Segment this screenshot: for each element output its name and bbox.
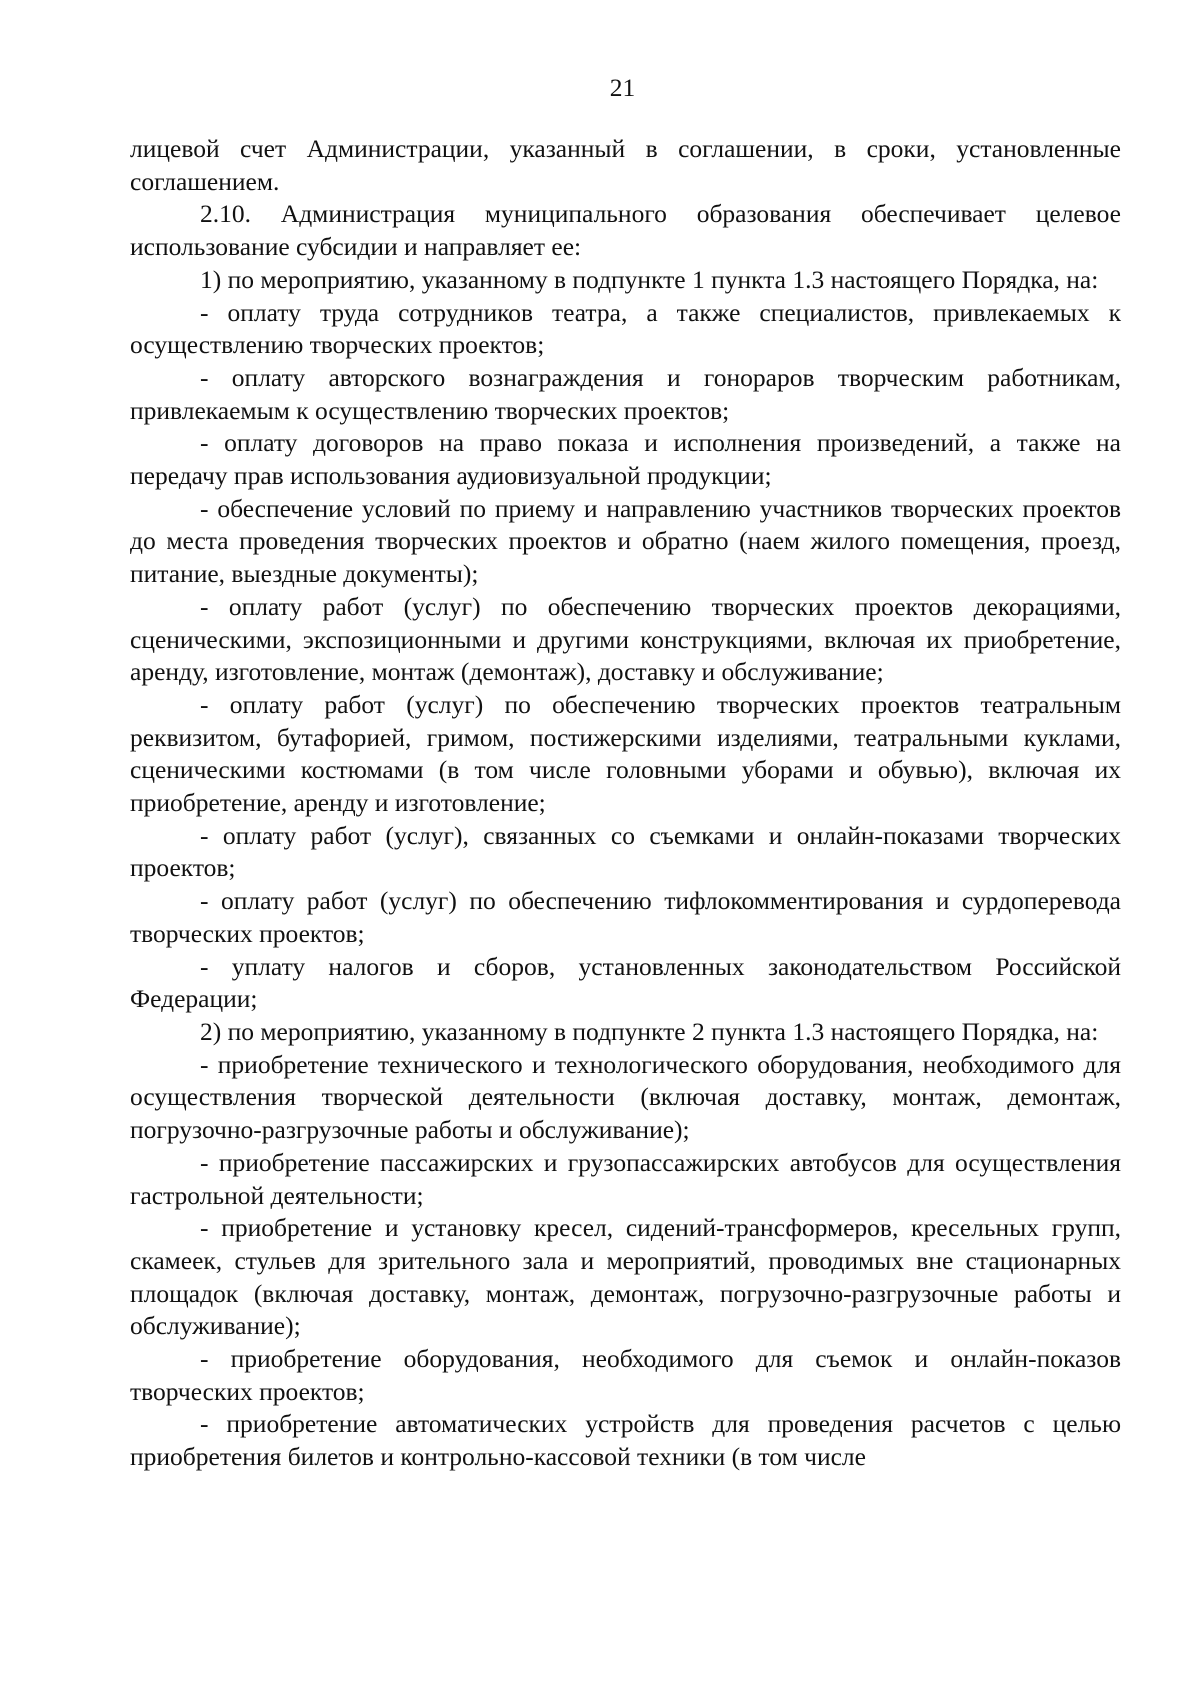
paragraph: 1) по мероприятию, указанному в подпункте 1 пункта 1.3 настоящего Порядка, на: (200, 264, 1099, 294)
paragraph: - обеспечение условий по приему и направлению участников творческих проектов до места проведения творческих проектов и обратно (наем жилого помещения, проезд, питание, выездные документы); (130, 493, 1121, 589)
paragraph: - оплату авторского вознаграждения и гонораров творческим работникам, привлекаемым к осуществлению творческих проектов; (130, 362, 1121, 425)
paragraph: - оплату работ (услуг) по обеспечению творческих проектов театральным реквизитом, бутафорией, гримом, постижерскими изделиями, театральными куклами, сценическими костюмами (в том числе головными уборами и обувью), включая их приобретение, аренду и изготовление; (130, 689, 1121, 818)
paragraph: - оплату работ (услуг), связанных со съемками и онлайн-показами творческих проектов; (130, 820, 1121, 883)
paragraph: - приобретение технического и технологического оборудования, необходимого для осуществления творческой деятельности (включая доставку, монтаж, демонтаж, погрузочно-разгрузочные работы и обслуживание); (130, 1049, 1121, 1145)
paragraph: - приобретение и установку кресел, сидений-трансформеров, кресельных групп, скамеек, стульев для зрительного зала и мероприятий, проводимых вне стационарных площадок (включая доставку, монтаж, демонтаж, погрузочно-разгрузочные работы и обслуживание); (130, 1213, 1121, 1341)
paragraph: - оплату договоров на право показа и исполнения произведений, а также на передачу прав использования аудиовизуальной продукции; (130, 428, 1121, 491)
paragraph: - оплату работ (услуг) по обеспечению тифлокомментирования и сурдоперевода творческих проектов; (130, 886, 1121, 948)
page-number: 21 (609, 73, 636, 102)
paragraph: - приобретение оборудования, необходимого для съемок и онлайн-показов творческих проектов; (130, 1344, 1121, 1406)
paragraph: 2) по мероприятию, указанному в подпункте 2 пункта 1.3 настоящего Порядка, на: (200, 1016, 1099, 1046)
paragraph: - приобретение автоматических устройств для проведения расчетов с целью приобретения билетов и контрольно-кассовой техники (в том числе (130, 1409, 1121, 1472)
paragraph: - оплату труда сотрудников театра, а также специалистов, привлекаемых к осуществлению творческих проектов; (130, 297, 1121, 360)
paragraph: 2.10. Администрация муниципального образования обеспечивает целевое использование субсидии и направляет ее: (130, 199, 1121, 262)
paragraph: - уплату налогов и сборов, установленных законодательством Российской Федерации; (130, 951, 1121, 1014)
document-body (130, 133, 1121, 1474)
paragraph: - приобретение пассажирских и грузопассажирских автобусов для осуществления гастрольной деятельности; (130, 1147, 1121, 1210)
paragraph: лицевой счет Администрации, указанный в соглашении, в сроки, установленные соглашением. (130, 134, 1121, 196)
paragraph: - оплату работ (услуг) по обеспечению творческих проектов декорациями, сценическими, экспозиционными и другими конструкциями, включая их приобретение, аренду, изготовление, монтаж (демонтаж), доставку и обслуживание; (130, 591, 1121, 687)
